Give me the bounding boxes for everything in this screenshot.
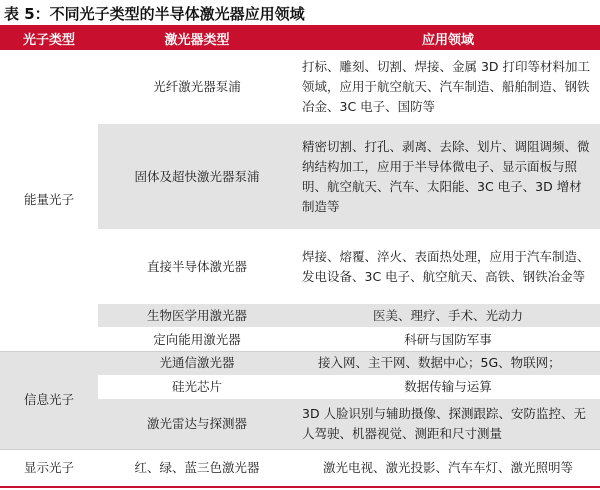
application-field: 精密切割、打孔、剥离、去除、划片、调阻调频、微纳结构加工，应用于半导体微电子、显示面板与照明、航空航天、汽车、太阳能、3C 电子、3D 增材制造等: [296, 124, 600, 230]
laser-type: 光通信激光器: [98, 351, 296, 375]
application-field: 焊接、熔覆、淬火、表面热处理，应用于汽车制造、发电设备、3C 电子、航空航天、高铁、钢铁冶金等: [296, 230, 600, 304]
table-header-row: [0, 27, 600, 50]
header-laser-type: 激光器类型: [98, 27, 296, 50]
table-row: [0, 351, 600, 375]
application-field: 科研与国防军事: [296, 328, 600, 351]
laser-type: 生物医学用激光器: [98, 304, 296, 328]
application-field: 激光电视、激光投影、汽车车灯、激光照明等: [296, 450, 600, 486]
table-bottom-rule: [0, 486, 600, 488]
laser-type: 固体及超快激光器泵浦: [98, 124, 296, 230]
laser-type: 激光雷达与探测器: [98, 399, 296, 450]
laser-type: 硅光芯片: [98, 376, 296, 399]
photon-type-information: 信息光子: [0, 351, 98, 449]
application-field: 数据传输与运算: [296, 376, 600, 399]
laser-type: 直接半导体激光器: [98, 230, 296, 304]
application-table: [0, 27, 600, 486]
table-caption: 表 5：不同光子类型的半导体激光器应用领域: [4, 5, 305, 23]
photon-type-display: 显示光子: [0, 450, 98, 486]
application-field: 3D 人脸识别与辅助摄像、探测跟踪、安防监控、无人驾驶、机器视觉、测距和尺寸测量: [296, 399, 600, 450]
application-field: 医美、理疗、手术、光动力: [296, 304, 600, 328]
laser-type: 光纤激光器泵浦: [98, 50, 296, 124]
application-field: 打标、雕刻、切割、焊接、金属 3D 打印等材料加工领域，应用于航空航天、汽车制造、船舶制造、钢铁冶金、3C 电子、国防等: [296, 50, 600, 124]
laser-type: 定向能用激光器: [98, 328, 296, 351]
photon-type-energy: 能量光子: [0, 50, 98, 351]
header-photon-type: 光子类型: [0, 27, 98, 50]
table-row: [0, 450, 600, 486]
laser-type: 红、绿、蓝三色激光器: [98, 450, 296, 486]
table-row: [0, 50, 600, 124]
application-field: 接入网、主干网、数据中心；5G、物联网；: [296, 351, 600, 375]
header-application: 应用领域: [296, 27, 600, 50]
